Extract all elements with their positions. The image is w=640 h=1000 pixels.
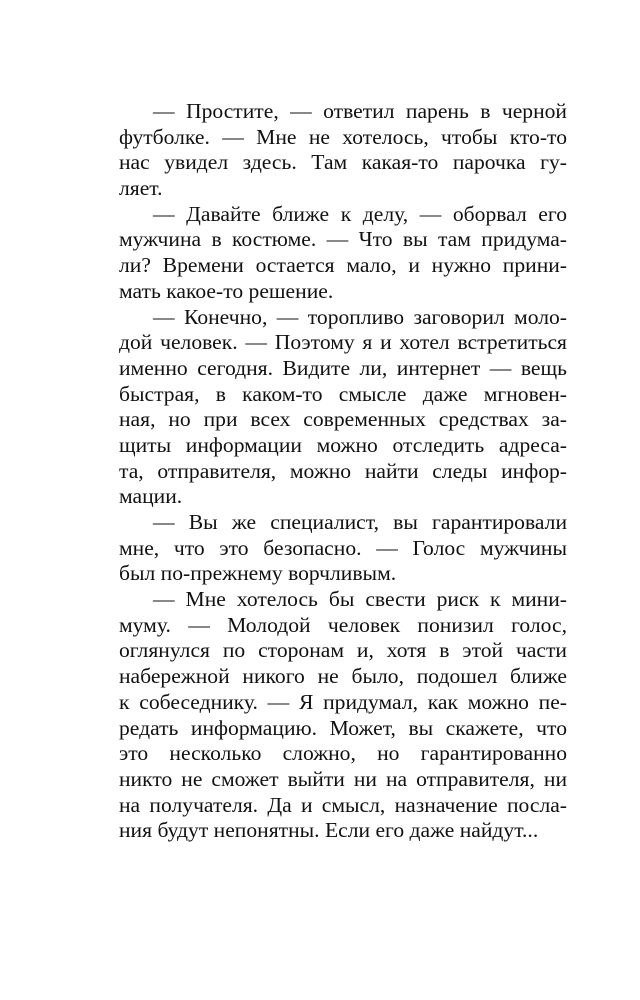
text-line: ляет. bbox=[119, 176, 163, 201]
paragraph-4 bbox=[119, 510, 567, 587]
text-line: — Простите, — ответил парень в черной bbox=[153, 99, 567, 123]
text-line: футболке. — Мне не хотелось, чтобы кто-то bbox=[119, 124, 567, 149]
text-line: мне, что это безопасно. — Голос мужчины bbox=[119, 535, 567, 560]
text-line: редать информацию. Может, вы скажете, что bbox=[119, 715, 567, 740]
text-line: мать какое-то решение. bbox=[119, 278, 334, 303]
paragraph-5 bbox=[119, 587, 567, 844]
text-line: на получателя. Да и смысл, назначение посла- bbox=[119, 792, 567, 817]
text-line: щиты информации можно отследить адреса- bbox=[119, 432, 567, 457]
text-line: никто не сможет выйти ни на отправителя, ни bbox=[119, 766, 567, 791]
text-line: набережной никого не было, подошел ближе bbox=[119, 664, 567, 689]
text-line: оглянулся по сторонам и, хотя в этой части bbox=[119, 638, 567, 663]
text-line: именно сегодня. Видите ли, интернет — вещь bbox=[119, 355, 567, 380]
paragraph-3 bbox=[119, 305, 567, 511]
text-line: это несколько сложно, но гарантированно bbox=[119, 741, 567, 766]
text-line: ная, но при всех современных средствах за- bbox=[119, 407, 567, 432]
text-line: ли? Времени остается мало, и нужно прини- bbox=[119, 253, 567, 278]
body-text bbox=[119, 99, 567, 844]
text-line: быстрая, в каком-то смысле даже мгновен- bbox=[119, 381, 567, 406]
text-line: был по-прежнему ворчливым. bbox=[119, 561, 397, 586]
text-line: — Мне хотелось бы свести риск к мини- bbox=[153, 587, 567, 612]
text-line: к собеседнику. — Я придумал, как можно пе- bbox=[119, 689, 567, 714]
text-line: дой человек. — Поэтому я и хотел встретиться bbox=[119, 330, 567, 355]
text-line: нас увидел здесь. Там какая-то парочка гу- bbox=[119, 150, 567, 175]
text-line: та, отправителя, можно найти следы инфор- bbox=[119, 458, 567, 483]
paragraph-1 bbox=[119, 99, 567, 202]
text-line: — Давайте ближе к делу, — оборвал его bbox=[153, 201, 567, 226]
paragraph-2 bbox=[119, 202, 567, 305]
text-line: муму. — Молодой человек понизил голос, bbox=[119, 612, 567, 637]
text-line: — Вы же специалист, вы гарантировали bbox=[153, 510, 567, 534]
text-line: мации. bbox=[119, 484, 183, 509]
text-line: — Конечно, — торопливо заговорил моло- bbox=[153, 304, 567, 329]
text-line: мужчина в костюме. — Что вы там придума- bbox=[119, 227, 567, 252]
text-line: ния будут непонятны. Если его даже найдут... bbox=[119, 818, 539, 843]
